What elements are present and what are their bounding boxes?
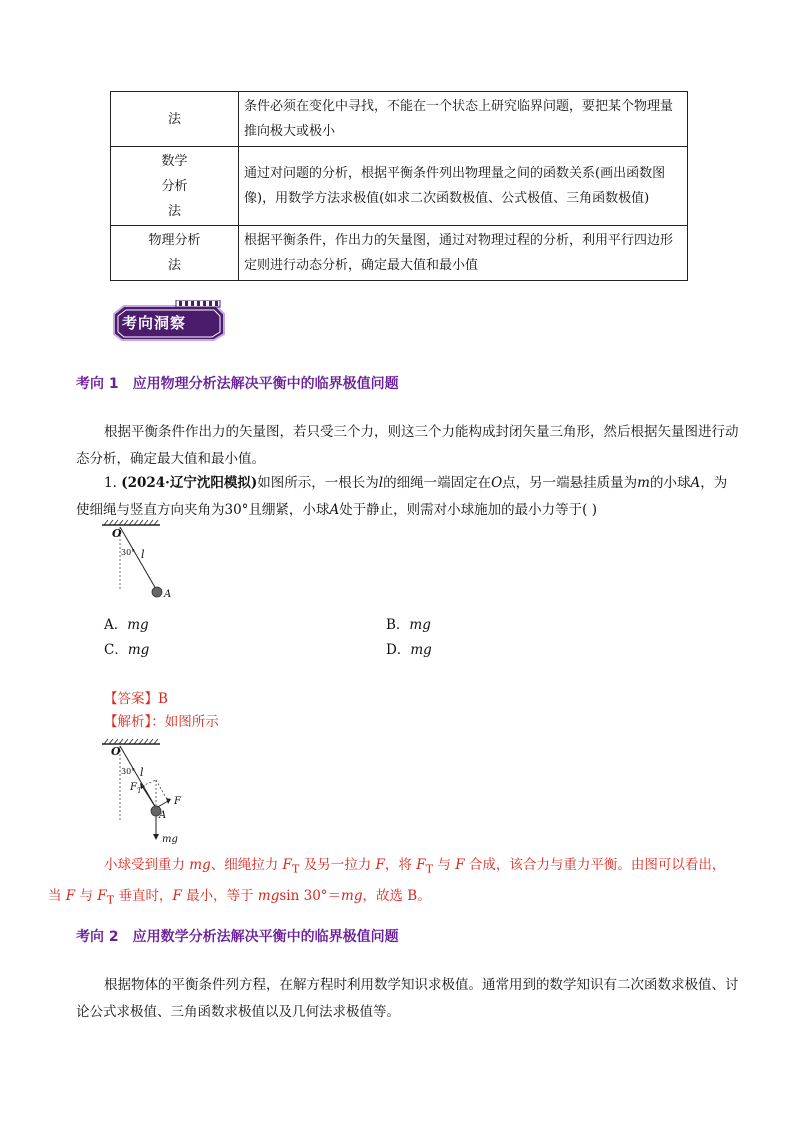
analysis-label: 【解析】 [104,714,152,730]
method-name-line: 法 [167,111,181,127]
option-value: mg [410,642,432,658]
force-figure [96,738,196,848]
option-d[interactable] [386,640,432,660]
var-a: A [329,502,340,518]
question-source: (2024·辽宁沈阳模拟) [121,475,258,491]
analysis-run: 垂直时， [114,887,173,904]
question-text: 处于静止，则需对小球施加的最小力等于( ) [339,502,598,518]
var-f: F [282,857,292,873]
section1-intro: 根据平衡条件作出力的矢量图，若只受三个力，则这三个力能构成封闭矢量三角形，然后根据矢量图进行动态分析，确定最大值和最小值。 [76,424,739,467]
analysis-run: 小球受到重力 [104,857,190,873]
label-o: O [111,745,121,758]
analysis-text [48,852,740,913]
analysis-run: 、细绳拉力 [210,857,283,873]
option-a[interactable] [104,615,149,635]
var-f: F [416,857,426,873]
var-mg: mg [341,887,363,904]
sub-t: T [291,862,300,876]
section2-intro: 根据物体的平衡条件列方程，在解方程时利用数学知识求极值。通常用到的数学知识有二次函数求极值、讨论公式求极值、三角函数求极值以及几何法求极值等。 [76,977,739,1020]
var-f: F [172,887,182,904]
question-text: ，为使细绳与竖直方向夹角为30°且绷紧，小球 [76,475,728,518]
section-badge [110,300,228,342]
method-name-line: 数学 [161,153,188,169]
answer-line [104,689,168,709]
analysis-run: 当 [48,887,66,904]
analysis-run: 合成，该合力与重力平衡。由图可以看出， [464,857,726,873]
var-f: F [375,857,385,873]
question-text: 点，另一端悬挂质量为 [502,475,638,491]
section1-title: 应用物理分析法解决平衡中的临界极值问题 [132,376,399,392]
method-desc-cell: 条件必须在变化中寻找，不能在一个状态上研究临界问题，要把某个物理量推向极大或极小 [239,92,688,147]
method-name-line: 物理分析 [148,233,201,248]
method-name-line: 分析 [161,178,188,194]
analysis-line [104,712,219,732]
label-a: A [159,810,167,821]
analysis-run: 与 [433,857,456,873]
badge-label: 考向洞察 [122,314,187,332]
table-row [111,147,688,226]
var-a: A [690,475,701,491]
method-desc-cell: 根据平衡条件，作出力的矢量图，通过对物理过程的分析，利用平行四边形定则进行动态分析，确定最大值和最小值 [239,226,688,281]
question-1 [76,470,740,524]
option-letter: C． [104,642,128,658]
option-value: mg [409,617,431,633]
label-mg: mg [162,834,178,845]
label-angle: 30° [121,548,136,557]
var-mg: mg [189,857,211,873]
question-text: 的小球 [649,475,691,491]
option-value: mg [127,642,150,658]
section2-number: 考向 2 [76,929,119,945]
question-number: 1. [104,475,117,491]
answer-value: B [158,691,168,707]
question-text: 的细绳一端固定在 [383,475,492,491]
section1-heading [76,373,399,393]
label-o: O [112,527,122,540]
var-f: F [97,887,107,904]
analysis-run: 与 [75,887,98,904]
label-l: l [141,548,145,561]
section1-number: 考向 1 [76,376,119,392]
option-value: mg [127,617,149,633]
option-letter: D． [386,642,411,658]
answer-label: 【答案】 [104,691,158,707]
analysis-run: 及另一拉力 [299,857,376,873]
analysis-lead: ：如图所示 [151,714,219,730]
label-angle: 30° [121,767,136,776]
var-mg: mg [257,887,280,904]
method-name-cell [111,92,239,147]
table-row [111,92,688,147]
table-row [111,226,688,281]
option-letter: B． [386,617,410,633]
label-ft [130,782,142,795]
label-a: A [164,589,172,600]
method-name-cell [111,226,239,281]
pendulum-figure [96,519,186,607]
option-c[interactable] [104,640,149,660]
section2-heading [76,926,399,946]
analysis-run: 最小，等于 [181,887,258,904]
section2-title: 应用数学分析法解决平衡中的临界极值问题 [132,929,399,945]
analysis-run: ，故选 B。 [362,887,431,904]
question-text: 如图所示，一根长为 [257,475,379,491]
method-name-line: 法 [167,203,181,219]
var-l: l [378,475,384,491]
methods-table [110,91,688,281]
method-name-line: 法 [167,258,181,273]
var-m: m [637,475,650,491]
option-b[interactable] [386,615,431,635]
var-f: F [65,887,76,904]
pendulum-diagram-icon [96,519,186,607]
var-f: F [455,857,465,873]
label-ft-main: F [130,782,137,793]
analysis-run: sin 30°＝ [279,887,342,904]
label-f: F [174,796,181,807]
sub-t: T [106,893,115,907]
method-name-cell [111,147,239,226]
label-l: l [140,766,144,779]
analysis-run: ，将 [384,857,417,873]
sub-t: T [425,862,434,876]
method-desc-cell: 通过对问题的分析，根据平衡条件列出物理量之间的函数关系(画出函数图像)，用数学方法求极值(如求二次函数极值、公式极值、三角函数极值) [239,147,688,226]
label-ft-sub: T [136,787,142,795]
option-letter: A． [104,617,128,633]
var-o: O [491,475,503,491]
